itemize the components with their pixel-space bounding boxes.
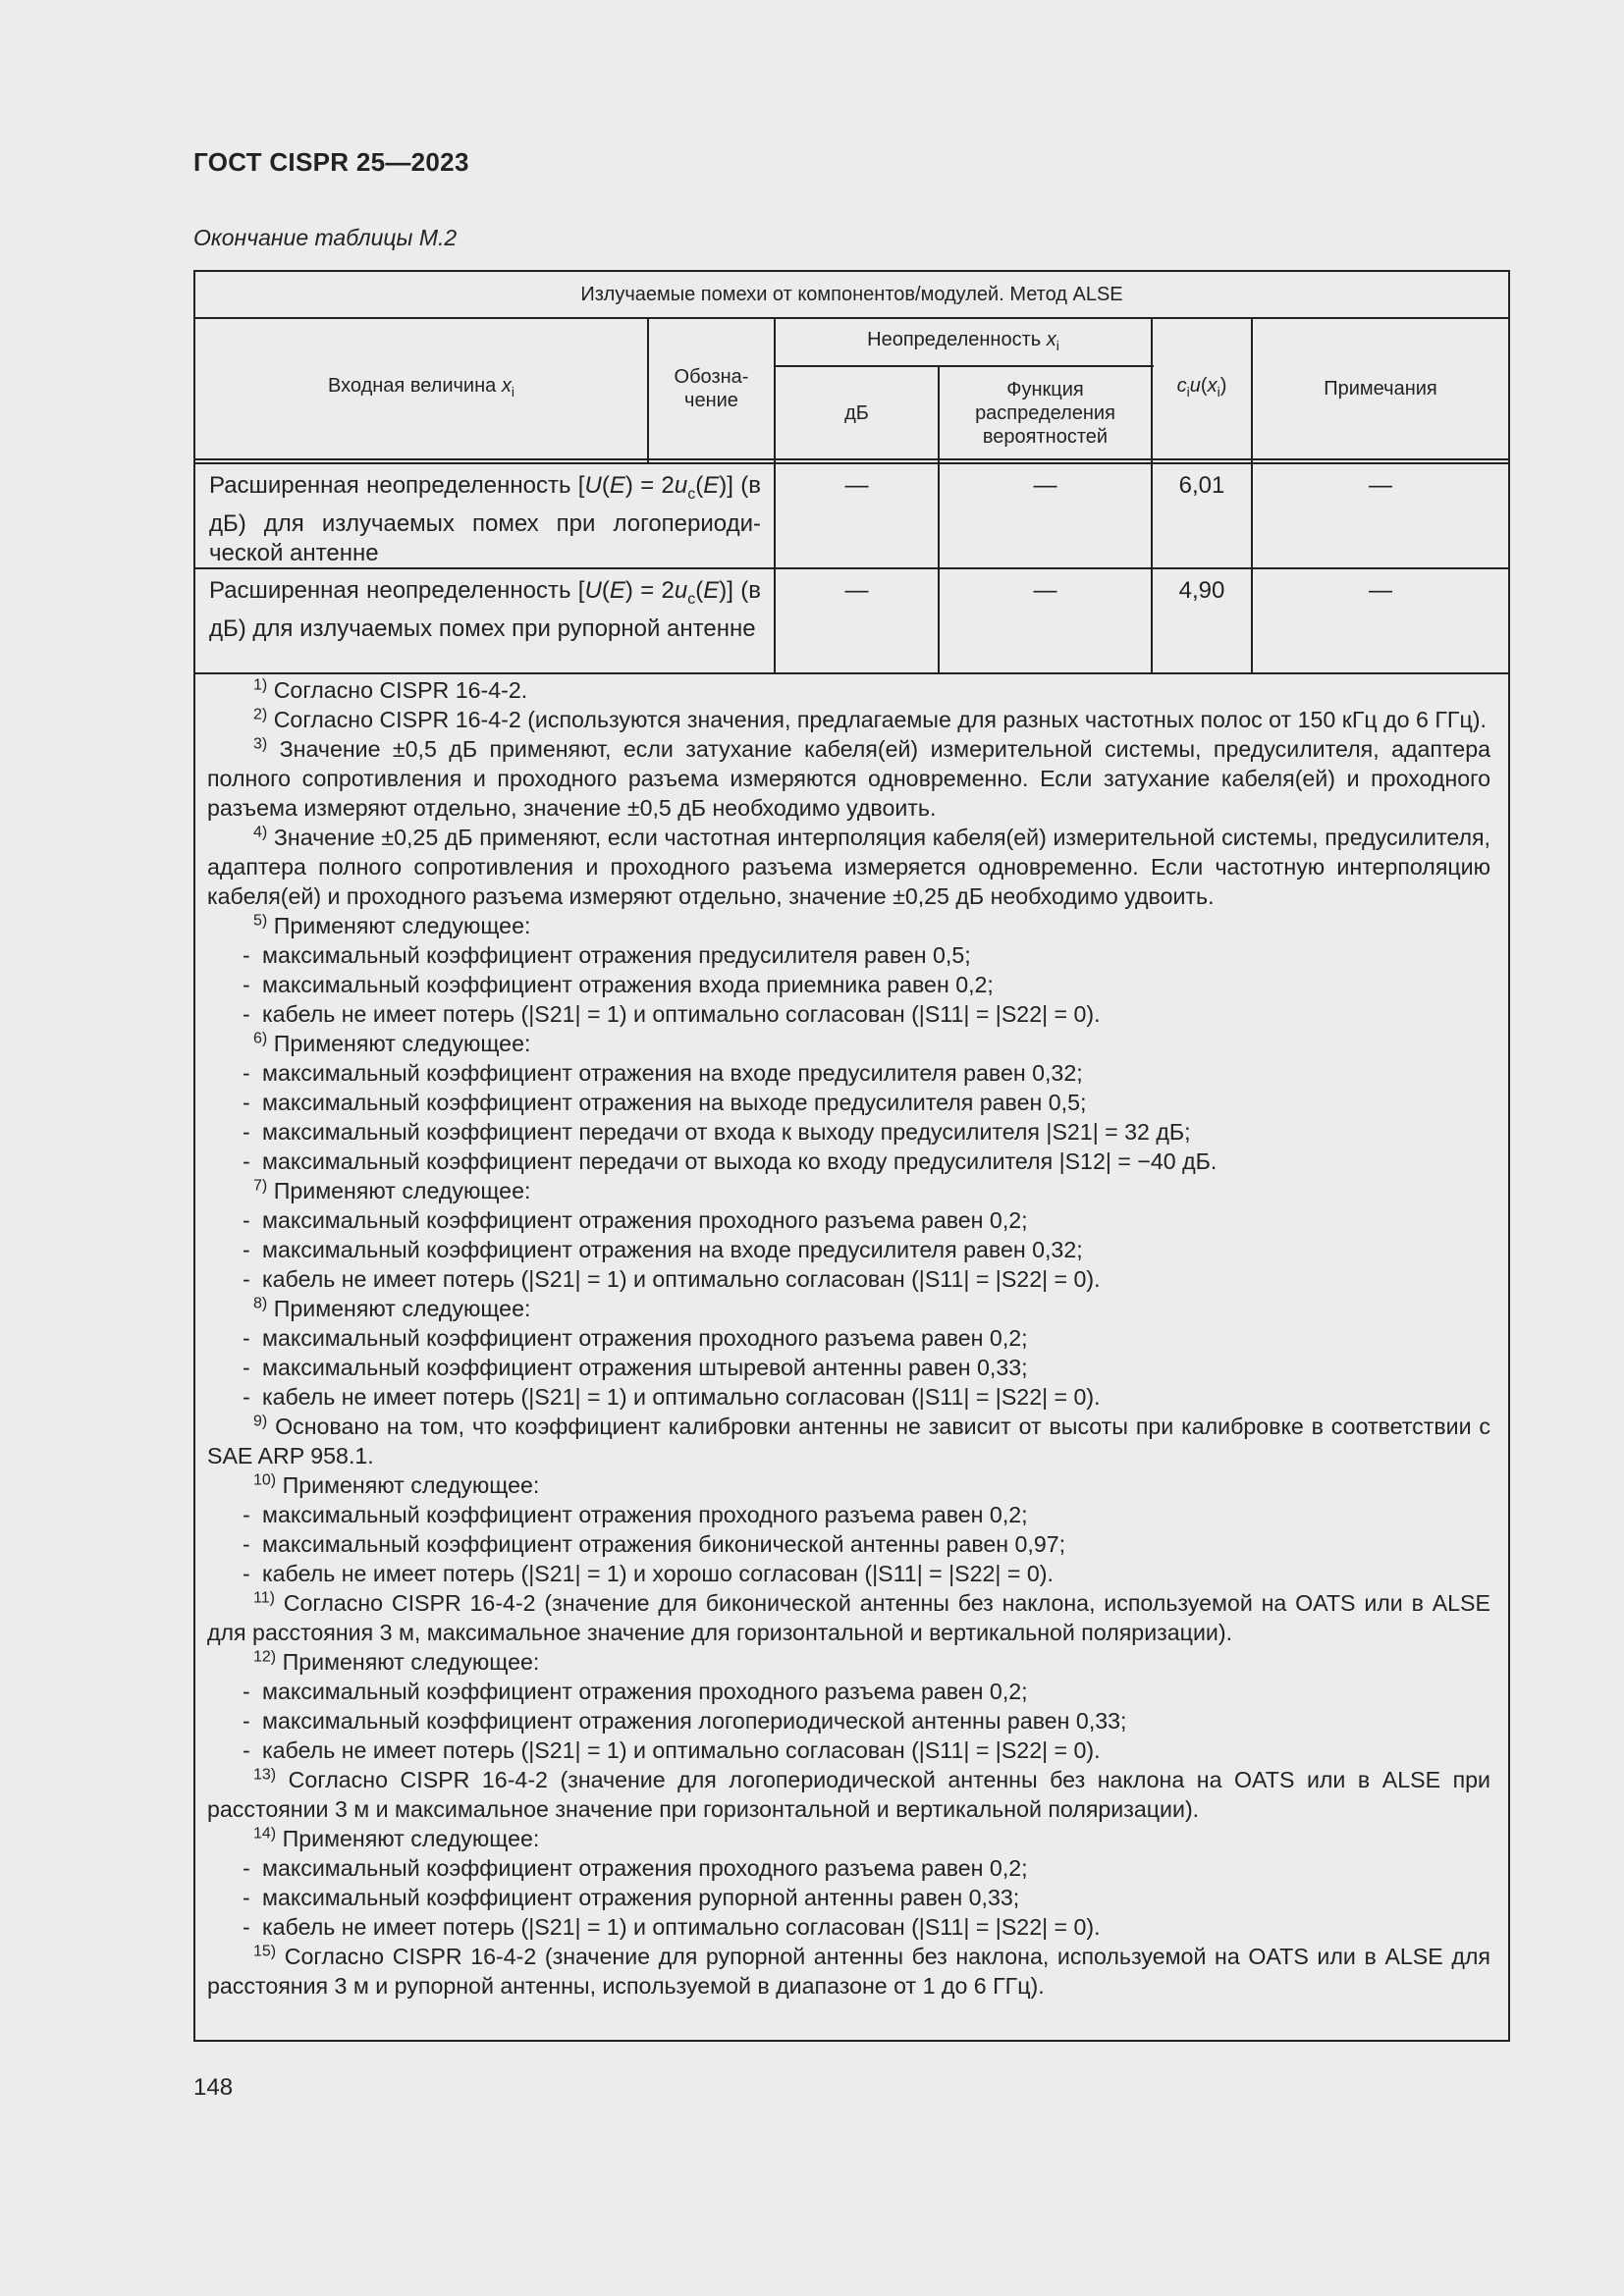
footnote-text: Применяют следующее: (282, 1472, 540, 1498)
footnote-mark: 14) (253, 1825, 277, 1842)
list-item: - максимальный коэффициент отражения проходного разъема равен 0,2; (243, 1502, 1028, 1527)
footnote (207, 1029, 1490, 1058)
footnote-mark: 6) (253, 1030, 268, 1047)
footnote-text: Применяют следующее: (282, 1649, 540, 1675)
rule (195, 672, 1508, 674)
footnote-mark: 4) (253, 824, 268, 841)
row-1-notes: — (1369, 472, 1392, 499)
rule (195, 462, 1508, 464)
footnote (207, 823, 1490, 911)
row-2-notes: — (1369, 577, 1392, 604)
footnote-text: Значение ±0,25 дБ применяют, если частотная интерполяция кабеля(ей) измерительной системы, предусилителя, адаптера полного сопротивления и проходного разъема измеряется одновременно. Если частотную интерполяцию кабеля(ей) и проходного разъема измеряют отдельно, значение ±0,25 дБ необходимо удвоить. (207, 825, 1490, 909)
table-m2 (193, 270, 1510, 2042)
header-symbol: Обозна- чение (674, 366, 749, 411)
list-item: - максимальный коэффициент отражения биконической антенны равен 0,97; (243, 1531, 1066, 1557)
list-item: - максимальный коэффициент отражения на выходе предусилителя равен 0,5; (243, 1090, 1087, 1115)
footnote-mark: 5) (253, 912, 268, 930)
rule (776, 365, 1154, 367)
list-item: - максимальный коэффициент отражения проходного разъема равен 0,2; (243, 1679, 1028, 1704)
footnote-text: Значение ±0,5 дБ применяют, если затухание кабеля(ей) измерительной системы, предусилителя, адаптера полного сопротивления и проходного разъема измеряются одновременно. Если затухание кабеля(ей) и проходного разъема измеряют отдельно, значение ±0,5 дБ необходимо удвоить. (207, 736, 1490, 821)
list-item: - максимальный коэффициент передачи от выхода ко входу предусилителя |S12| = −40 дБ. (243, 1148, 1218, 1174)
header-input-quantity: Входная величина $x_i$ (328, 375, 514, 400)
footnote (207, 1294, 1490, 1323)
list-item: - максимальный коэффициент отражения входа приемника равен 0,2; (243, 972, 994, 997)
row-1-ciu: 6,01 (1178, 472, 1225, 499)
list-item: - максимальный коэффициент отражения рупорной антенны равен 0,33; (243, 1885, 1020, 1910)
footnote-text: Применяют следующее: (273, 1178, 531, 1203)
row-1-db: — (844, 472, 869, 499)
table-title: Излучаемые помехи от компонентов/модулей. Метод ALSE (580, 284, 1123, 305)
footnote-mark: 3) (253, 735, 268, 753)
footnote (207, 734, 1490, 823)
footnote (207, 1824, 1490, 1853)
footnote (207, 911, 1490, 940)
footnote-mark: 10) (253, 1471, 277, 1489)
list-item: - максимальный коэффициент отражения предусилителя равен 0,5; (243, 942, 971, 968)
footnote-mark: 2) (253, 706, 268, 723)
footnote-text: Согласно CISPR 16-4-2 (значение для биконической антенны без наклона, используемой на OATS или в ALSE для расстояния 3 м, максимальное значение для горизонтальной и вертикальной поляризации). (207, 1590, 1490, 1645)
list-item: - максимальный коэффициент отражения проходного разъема равен 0,2; (243, 1325, 1028, 1351)
table-caption: Окончание таблицы М.2 (193, 225, 458, 250)
footnote (207, 1412, 1490, 1470)
list-item: - максимальный коэффициент передачи от входа к выходу предусилителя |S21| = 32 дБ; (243, 1119, 1191, 1145)
row-2-ciu: 4,90 (1178, 577, 1225, 604)
header-db: дБ (844, 402, 869, 424)
list-item: - кабель не имеет потерь (|S21| = 1) и оптимально согласован (|S11| = |S22| = 0). (243, 1001, 1101, 1027)
list-item: - максимальный коэффициент отражения на входе предусилителя равен 0,32; (243, 1060, 1083, 1086)
list-item: - максимальный коэффициент отражения логопериодической антенны равен 0,33; (243, 1708, 1127, 1734)
row-2-distribution: — (1033, 577, 1057, 604)
footnote-text: Согласно CISPR 16-4-2 (значение для рупорной антенны без наклона, используемой на OATS или в ALSE для расстояния 3 м и рупорной антенны, используемой в диапазоне от 1 до 6 ГГц). (207, 1944, 1490, 1999)
footnote (207, 1470, 1490, 1500)
footnote-text: Согласно CISPR 16-4-2 (используются значения, предлагаемые для разных частотных полос от 150 кГц до 6 ГГц). (273, 707, 1487, 732)
list-item: - максимальный коэффициент отражения проходного разъема равен 0,2; (243, 1207, 1028, 1233)
list-item: - максимальный коэффициент отражения проходного разъема равен 0,2; (243, 1855, 1028, 1881)
row-1-distribution: — (1033, 472, 1057, 499)
row-1-input: Расширенная неопределенность $[U(E) = 2u_c(E)]$ (в дБ) для излучаемых помех при логопериодической антенне (209, 472, 761, 566)
header-distribution: Функция распределения вероятностей (975, 379, 1115, 448)
rule (195, 458, 1508, 460)
list-item: - максимальный коэффициент отражения штыревой антенны равен 0,33; (243, 1355, 1028, 1380)
footnote (207, 1588, 1490, 1647)
footnote-mark: 11) (253, 1589, 275, 1607)
header-notes: Примечания (1324, 378, 1437, 400)
list-item: - кабель не имеет потерь (|S21| = 1) и хорошо согласован (|S11| = |S22| = 0). (243, 1561, 1054, 1586)
page-number: 148 (193, 2074, 234, 2101)
footnote-mark: 1) (253, 676, 268, 694)
footnote-text: Согласно CISPR 16-4-2 (значение для логопериодической антенны без наклона на OATS или в ALSE при расстоянии 3 м и максимальное значение при горизонтальной и вертикальной поляризации). (207, 1767, 1490, 1822)
document-header: ГОСТ CISPR 25—2023 (193, 147, 469, 177)
footnote-mark: 15) (253, 1943, 277, 1960)
footnote (207, 1647, 1490, 1677)
table-footnotes (207, 675, 1490, 2001)
footnote (207, 705, 1490, 734)
list-item: - кабель не имеет потерь (|S21| = 1) и оптимально согласован (|S11| = |S22| = 0). (243, 1914, 1101, 1940)
header-uncertainty: Неопределенность $x_i$ (867, 328, 1059, 353)
footnote-text: Основано на том, что коэффициент калибровки антенны не зависит от высоты при калибровке в соответствии с SAE ARP 958.1. (207, 1414, 1490, 1468)
row-2-input: Расширенная неопределенность $[U(E) = 2u_c(E)]$ (в дБ) для излучаемых помех при рупорной антенне (209, 577, 761, 642)
footnote-mark: 7) (253, 1177, 268, 1195)
footnote (207, 1942, 1490, 2001)
footnote-text: Применяют следующее: (282, 1826, 540, 1851)
list-item: - кабель не имеет потерь (|S21| = 1) и оптимально согласован (|S11| = |S22| = 0). (243, 1384, 1101, 1410)
footnote-text: Применяют следующее: (273, 1296, 531, 1321)
list-item: - кабель не имеет потерь (|S21| = 1) и оптимально согласован (|S11| = |S22| = 0). (243, 1737, 1101, 1763)
footnote-mark: 12) (253, 1648, 277, 1666)
footnote-text: Применяют следующее: (273, 1031, 531, 1056)
footnote-mark: 8) (253, 1295, 268, 1312)
footnote-text: Применяют следующее: (273, 913, 531, 938)
header-ciu: $c_iu(x_i)$ (1176, 375, 1227, 400)
list-item: - максимальный коэффициент отражения на входе предусилителя равен 0,32; (243, 1237, 1083, 1262)
list-item: - кабель не имеет потерь (|S21| = 1) и оптимально согласован (|S11| = |S22| = 0). (243, 1266, 1101, 1292)
footnote (207, 1765, 1490, 1824)
footnote-mark: 9) (253, 1413, 268, 1430)
footnote (207, 675, 1490, 705)
footnote-text: Согласно CISPR 16-4-2. (273, 677, 528, 703)
footnote (207, 1176, 1490, 1205)
footnote-mark: 13) (253, 1766, 277, 1784)
row-2-db: — (844, 577, 869, 604)
